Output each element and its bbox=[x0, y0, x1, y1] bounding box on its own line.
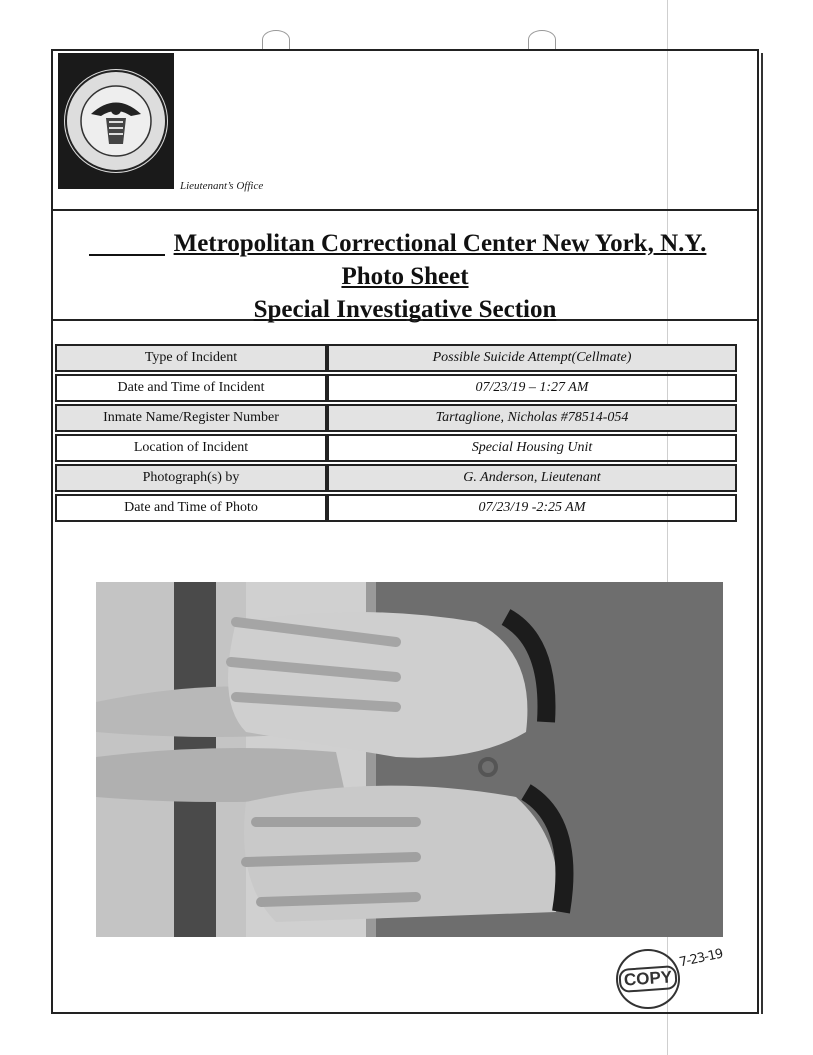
section-title: Special Investigative Section bbox=[253, 296, 557, 323]
incident-field-label: Date and Time of Incident bbox=[55, 374, 327, 402]
copy-stamp bbox=[616, 949, 680, 1009]
incident-field-value: G. Anderson, Lieutenant bbox=[327, 464, 737, 492]
incident-field-label: Location of Incident bbox=[55, 434, 327, 462]
incident-field-value: Tartaglione, Nicholas #78514-054 bbox=[327, 404, 737, 432]
facility-title: Metropolitan Correctional Center New York, N.Y. bbox=[173, 230, 707, 257]
incident-table-row bbox=[55, 344, 737, 372]
incident-table-row bbox=[55, 434, 737, 462]
incident-field-value: Possible Suicide Attempt(Cellmate) bbox=[327, 344, 737, 372]
incident-field-label: Date and Time of Photo bbox=[55, 494, 327, 522]
incident-table-row bbox=[55, 464, 737, 492]
incident-field-label: Type of Incident bbox=[55, 344, 327, 372]
incident-table-row bbox=[55, 374, 737, 402]
punch-hole-left bbox=[262, 30, 290, 49]
incident-field-value: Special Housing Unit bbox=[327, 434, 737, 462]
sheet-title: Photo Sheet bbox=[341, 263, 469, 290]
incident-table bbox=[55, 342, 737, 524]
copy-stamp-text: COPY bbox=[618, 965, 678, 993]
incident-photo bbox=[96, 582, 723, 937]
punch-hole-right bbox=[528, 30, 556, 49]
incident-field-value: 07/23/19 – 1:27 AM bbox=[327, 374, 737, 402]
office-label: Lieutenant’s Office bbox=[180, 180, 264, 192]
doj-bop-seal bbox=[58, 53, 174, 189]
title-underline-rule bbox=[89, 254, 165, 256]
incident-table-row bbox=[55, 404, 737, 432]
seal-emblem-icon bbox=[61, 66, 171, 176]
document-frame bbox=[51, 49, 759, 1014]
handcuffed-hands-photo bbox=[96, 582, 723, 937]
letterhead bbox=[53, 51, 757, 211]
handwritten-date: 7-23-19 bbox=[677, 946, 724, 971]
title-block bbox=[53, 211, 757, 321]
incident-table-row bbox=[55, 494, 737, 522]
incident-field-value: 07/23/19 -2:25 AM bbox=[327, 494, 737, 522]
incident-field-label: Inmate Name/Register Number bbox=[55, 404, 327, 432]
incident-field-label: Photograph(s) by bbox=[55, 464, 327, 492]
